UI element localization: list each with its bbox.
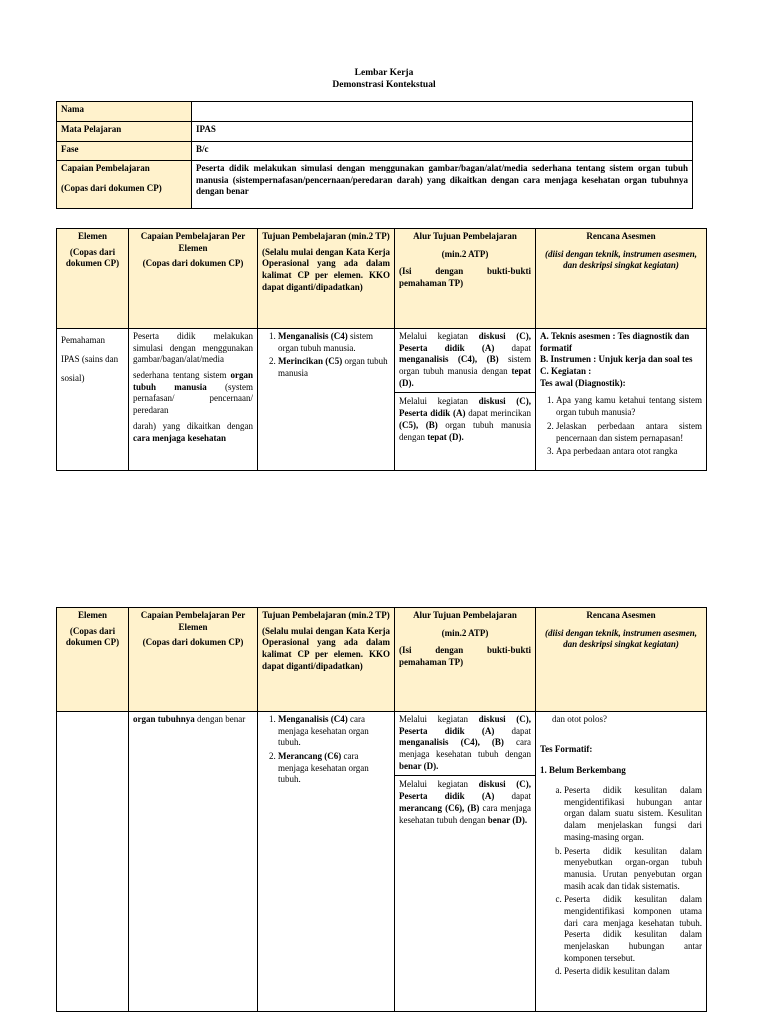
cp-value: Peserta didik melakukan simulasi dengan menggunakan gambar/bagan/alat/media sederhana tentang sistem organ tubuh manusia (sistempernafasan/pencernaan/peredaran darah) yang dikaitkan dengan cara menjaga kesehatan organ tubuhnya dengan benar [192, 161, 693, 209]
header-elemen: Elemen (Copas dari dokumen CP) [57, 608, 129, 712]
tp-item: 1. Menganalisis (C4) sistem organ tubuh manusia. [278, 331, 390, 354]
diagnostic-question: 3. Apa perbedaan antara otot rangka [556, 446, 702, 458]
header-elemen: Elemen (Copas dari dokumen CP) [57, 229, 129, 329]
formative-item: b. Peserta didik kesulitan dalam menyebutkan organ-organ tubuh manusia. Urutan penyebutan organ masih acak dan tidak sistematis. [564, 846, 702, 893]
doc-title: Lembar Kerja [354, 68, 414, 78]
header-tp: Tujuan Pembelajaran (min.2 TP) (Selalu mulai dengan Kata Kerja Operasional yang ada dalam kalimat CP per elemen. KKO dapat diganti/dipadatkan) [258, 608, 395, 712]
diagnostic-question: 2. Jelaskan perbedaan antara sistem pencernaan dan sistem pernapasan! [556, 421, 702, 444]
doc-subtitle: Demonstrasi Kontekstual [332, 80, 436, 90]
header-cp: Capaian Pembelajaran Per Elemen (Copas dari dokumen CP) [129, 229, 258, 329]
tp-item: 1. Menganalisis (C4) cara menjaga kesehatan organ tubuh. [278, 714, 390, 749]
header-tp: Tujuan Pembelajaran (min.2 TP) (Selalu mulai dengan Kata Kerja Operasional yang ada dalam kalimat CP per elemen. KKO dapat diganti/dipadatkan) [258, 229, 395, 329]
formative-item: a. Peserta didik kesulitan dalam mengidentifikasi hubungan antar organ dalam suatu sistem. Kesulitan dalam menjelaskan fungsi dari masing-masing organ. [564, 785, 702, 843]
elemen-cell [57, 712, 129, 1012]
nama-label: Nama [57, 102, 192, 122]
cp-label: Capaian Pembelajaran [61, 163, 150, 173]
plan-table-1 [56, 228, 707, 471]
elemen-cell: Pemahaman IPAS (sains dan sosial) [57, 329, 129, 471]
tp-cell [258, 712, 395, 1012]
formative-item: c. Peserta didik kesulitan dalam mengidentifikasi komponen utama dari cara menjaga kesehatan tubuh. Peserta didik kesulitan dalam menjelaskan hubungan antar komponen tersebut. [564, 894, 702, 964]
mapel-label: Mata Pelajaran [57, 122, 192, 142]
atp-item: Melalui kegiatan diskusi (C), Peserta didik (A) dapat menganalisis (C4), (B) cara menjaga kesehatan tubuh dengan benar (D). [395, 714, 535, 776]
tp-item: 2. Merincikan (C5) organ tubuh manusia [278, 356, 390, 379]
header-ra: Rencana Asesmen (diisi dengan teknik, instrumen asesmen, dan deskripsi singkat kegiatan) [536, 229, 707, 329]
diagnostic-question: 1. Apa yang kamu ketahui tentang sistem organ tubuh manusia? [556, 395, 702, 418]
header-atp: Alur Tujuan Pembelajaran (min.2 ATP) (Isi dengan bukti-bukti pemahaman TP) [395, 229, 536, 329]
atp-cell [395, 329, 536, 471]
fase-value: B/c [192, 142, 693, 161]
plan-table-2 [56, 607, 707, 1012]
info-table [56, 101, 693, 209]
cp-cell: organ tubuhnya dengan benar [129, 712, 258, 1012]
formative-item: d. Peserta didik kesulitan dalam [564, 966, 702, 978]
mapel-value: IPAS [192, 122, 693, 142]
cp-label-cell [57, 161, 192, 209]
cp-label-sub: (Copas dari dokumen CP) [61, 182, 162, 193]
atp-cell [395, 712, 536, 1012]
tp-cell [258, 329, 395, 471]
ra-cell: dan otot polos? Tes Formatif: 1. Belum Berkembang a. Peserta didik kesulitan dalam mengidentifikasi hubungan antar organ dalam suatu sistem. Kesulitan dalam menjelaskan fungsi dari masing-masing organ. b. Peserta didik kesulitan dalam menyebutkan organ-organ tubuh manusia. Urutan penyebutan organ masih acak dan tidak sistematis. c. Peserta didik kesulitan dalam mengidentifikasi komponen utama dari cara menjaga kesehatan tubuh. Peserta didik kesulitan dalam menjelaskan hubungan antar komponen tersebut. d. Peserta didik kesulitan dalam [536, 712, 707, 1012]
fase-label: Fase [57, 142, 192, 161]
header-atp: Alur Tujuan Pembelajaran (min.2 ATP) (Isi dengan bukti-bukti pemahaman TP) [395, 608, 536, 712]
header-ra: Rencana Asesmen (diisi dengan teknik, instrumen asesmen, dan deskripsi singkat kegiatan) [536, 608, 707, 712]
atp-item: Melalui kegiatan diskusi (C), Peserta didik (A) dapat merancang (C6), (B) cara menjaga kesehatan tubuh dengan benar (D). [399, 779, 532, 825]
cp-cell: Peserta didik melakukan simulasi dengan menggunakan gambar/bagan/alat/media sederhana tentang sistem organ tubuh manusia (system pernafasan/ pencernaan/ peredaran darah) yang dikaitkan dengan cara menjaga kesehatan [129, 329, 258, 471]
nama-value[interactable] [192, 102, 693, 122]
atp-item: Melalui kegiatan diskusi (C), Peserta didik (A) dapat menganalisis (C4), (B) sistem organ tubuh manusia dengan tepat (D). [395, 331, 535, 393]
ra-cell: A. Teknis asesmen : Tes diagnostik dan formatif B. Instrumen : Unjuk kerja dan soal tes C. Kegiatan : Tes awal (Diagnostik): 1. Apa yang kamu ketahui tentang sistem organ tubuh manusia? 2. Jelaskan perbedaan antara sistem pencernaan dan sistem pernapasan! 3. Apa perbedaan antara otot rangka [536, 329, 707, 471]
header-cp: Capaian Pembelajaran Per Elemen (Copas dari dokumen CP) [129, 608, 258, 712]
tp-item: 2. Merancang (C6) cara menjaga kesehatan organ tubuh. [278, 751, 390, 786]
atp-item: Melalui kegiatan diskusi (C), Peserta didik (A) dapat merincikan (C5), (B) organ tubuh manusia dengan tepat (D). [399, 396, 532, 442]
